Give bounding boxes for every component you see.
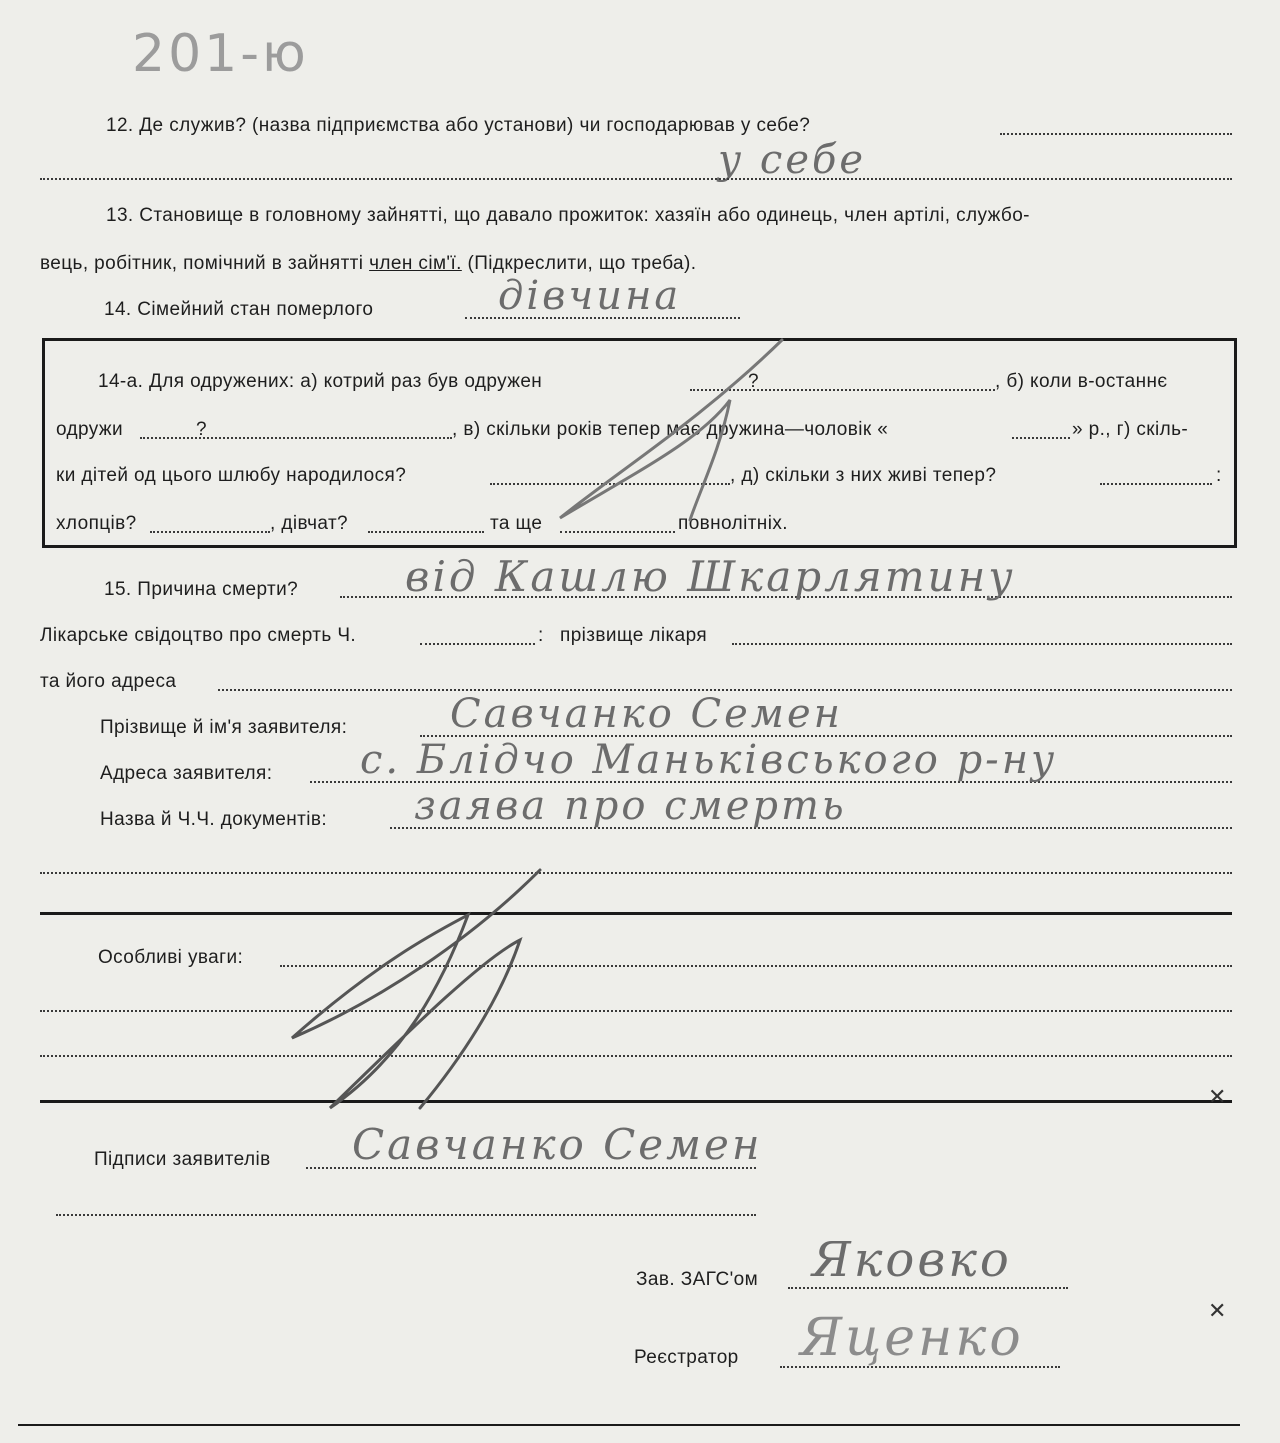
q14-answer: дівчина <box>498 273 682 319</box>
applicant-name-value: Савчанко Семен <box>450 691 843 737</box>
q13-selected-option: член сім'ї. <box>369 253 462 274</box>
q14a-line3-c: : <box>1216 465 1222 486</box>
q14a-line1-a: 14-а. Для одружених: а) котрий раз був одружен <box>98 371 543 392</box>
q14a-line2-b: , в) скільки років тепер має дружина—чоловік « <box>452 419 889 440</box>
doctor-address-label: та його адреса <box>40 671 177 692</box>
q14a-line4-c: та ще <box>490 513 543 534</box>
q14a-line2-c: » р., г) скіль- <box>1072 419 1189 440</box>
q13-line2-suffix: (Підкреслити, що треба). <box>467 253 697 274</box>
q14a-line4-a: хлопців? <box>56 513 137 534</box>
cancel-stroke-notes <box>292 870 540 1108</box>
archive-number: 201-ю <box>132 24 309 84</box>
q12-answer: у себе <box>718 137 867 183</box>
q13-line2-prefix: вець, робітник, помічний в зайнятті <box>40 253 364 274</box>
documents-value: заява про смерть <box>414 783 847 829</box>
applicant-signature: Савчанко Семен <box>352 1120 763 1169</box>
notes-label: Особливі уваги: <box>98 947 244 968</box>
signatures-label: Підписи заявителів <box>94 1149 271 1170</box>
medical-cert-label: Лікарське свідоцтво про смерть Ч. <box>40 625 357 646</box>
cancel-stroke-box <box>560 340 782 520</box>
registrar-signature: Яценко <box>800 1308 1024 1368</box>
q14a-line3-b: , д) скільки з них живі тепер? <box>730 465 997 486</box>
margin-mark-1: ✕ <box>1208 1084 1227 1109</box>
margin-mark-2: ✕ <box>1208 1298 1227 1323</box>
q14a-line4-b: , дівчат? <box>270 513 349 534</box>
q14a-line1-q: ? <box>748 371 759 392</box>
q14a-line3-a: ки дітей од цього шлюбу народилося? <box>56 465 407 486</box>
registrar-label: Реєстратор <box>634 1347 739 1368</box>
medical-cert-colon: : <box>538 625 544 646</box>
q12-label: 12. Де служив? (назва підприємства або установи) чи господарював у себе? <box>106 115 811 136</box>
q14-label: 14. Сімейний стан померлого <box>104 299 374 320</box>
q15-label: 15. Причина смерти? <box>104 579 299 600</box>
doctor-name-label: прізвище лікаря <box>560 625 708 646</box>
q13-line1: 13. Становище в головному зайнятті, що давало прожиток: хазяїн або одинець, член артілі, службо- <box>106 205 1030 226</box>
zags-head-label: Зав. ЗАГС'ом <box>636 1269 759 1290</box>
documents-label: Назва й Ч.Ч. документів: <box>100 809 328 830</box>
applicant-address-label: Адреса заявителя: <box>100 763 273 784</box>
q14a-line2-a: одружи <box>56 419 124 440</box>
q15-answer: від Кашлю Шкарлятину <box>405 552 1016 601</box>
q14a-line1-b: , б) коли в-останнє <box>995 371 1168 392</box>
zags-head-signature: Яковко <box>812 1232 1012 1288</box>
applicant-name-label: Прізвище й ім'я заявителя: <box>100 717 348 738</box>
q14a-line2-q: ? <box>196 419 207 440</box>
q14a-line4-d: повнолітніх. <box>678 513 788 534</box>
applicant-address-value: с. Блідчо Маньківського р-ну <box>360 737 1058 783</box>
